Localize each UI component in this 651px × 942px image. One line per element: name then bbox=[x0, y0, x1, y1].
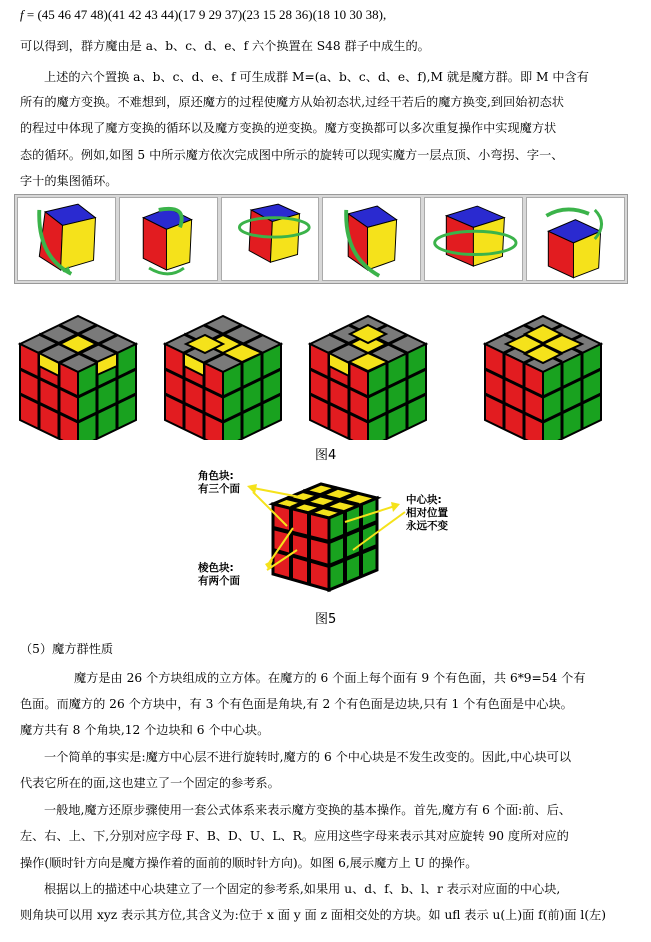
formula-lhs: f bbox=[20, 7, 24, 22]
paragraph-line: 所有的魔方变换。不难想到，原还魔方的过程使魔方从始初态状,过经干若后的魔方换变,到回始初态状 bbox=[20, 95, 564, 109]
corner-label-line: 有三个面 bbox=[198, 483, 240, 495]
rotation-step-3 bbox=[221, 197, 320, 281]
rotation-step-4 bbox=[322, 197, 421, 281]
cube-top-dot bbox=[20, 316, 136, 440]
rotation-step-5 bbox=[424, 197, 523, 281]
section-line: 根据以上的描述中心块建立了一个固定的参考系,如果用 u、d、f、b、l、r 表示对应面的中心块, bbox=[44, 882, 561, 896]
paragraph-line: 字十的集图循环。 bbox=[20, 174, 118, 188]
center-label-line: 中心块: bbox=[406, 494, 442, 506]
edge-label-line: 棱色块: bbox=[198, 562, 234, 574]
rotation-step-1 bbox=[17, 197, 116, 281]
cube-line bbox=[310, 316, 426, 440]
section-line: 代表它所在的面,这也建立了一个固定的参考系。 bbox=[20, 776, 280, 790]
figure-4-cubes bbox=[0, 300, 651, 440]
paragraph-line: 可以得到，群方魔由是 a、b、c、d、e、f 六个换置在 S48 群子中成生的。 bbox=[20, 39, 430, 53]
figure-4-caption: 图4 bbox=[315, 448, 337, 463]
section-line: 操作(顺时针方向是魔方操作着的面前的顺时针方向)。如图 6,展示魔方上 U 的操作。 bbox=[20, 856, 478, 870]
section-line: 色面。而魔方的 26 个方块中，有 3 个有色面是角块,有 2 个有色面是边块,只有 1 个有色面是中心块。 bbox=[20, 697, 573, 711]
formula-rhs: = (45 46 47 48)(41 42 43 44)(17 9 29 37)(23 15 28 36)(18 10 30 38), bbox=[26, 7, 387, 22]
center-piece-label bbox=[406, 494, 448, 533]
figure-5-caption: 图5 bbox=[315, 612, 337, 627]
cube-cross bbox=[485, 316, 601, 440]
corner-piece-label bbox=[198, 470, 240, 496]
paragraph-line: 态的循环。例如,如图 5 中所示魔方依次完成图中所示的旋转可以现实魔方一层点顶、小弯拐、字一、 bbox=[20, 148, 564, 162]
corner-label-line: 角色块: bbox=[198, 470, 234, 482]
section-line: 则角块可以用 xyz 表示其方位,其含义为:位于 x 面 y 面 z 面相交处的方块。如 ufl 表示 u(上)面 f(前)面 l(左) bbox=[20, 908, 607, 922]
section-line: 左、右、上、下,分别对应字母 F、B、D、U、L、R。应用这些字母来表示其对应旋转 90 度所对应的 bbox=[20, 829, 569, 843]
paragraph-line: 的程过中体现了魔方变换的循环以及魔方变换的逆变换。魔方变换都可以多次重复操作中实现魔方状 bbox=[20, 121, 557, 135]
section-line: 一个简单的事实是:魔方中心层不进行旋转时,魔方的 6 个中心块是不发生改变的。因此,中心块可以 bbox=[44, 750, 572, 764]
permutation-formula bbox=[20, 7, 386, 23]
section-line: 魔方是由 26 个方块组成的立方体。在魔方的 6 个面上每个面有 9 个有色面，共 6*9=54 个有 bbox=[74, 671, 586, 685]
center-label-line: 相对位置 bbox=[406, 507, 448, 519]
center-label-line: 永远不变 bbox=[406, 520, 448, 532]
edge-piece-label bbox=[198, 562, 240, 588]
section-line: 一般地,魔方还原步骤使用一套公式体系来表示魔方变换的基本操作。首先,魔方有 6 个面:前、后、 bbox=[44, 803, 572, 817]
rotation-sequence-strip bbox=[14, 194, 628, 284]
paragraph-line: 上述的六个置换 a、b、c、d、e、f 可生成群 M=(a、b、c、d、e、f),M 就是魔方群。即 M 中含有 bbox=[44, 70, 589, 84]
rotation-step-2 bbox=[119, 197, 218, 281]
edge-label-line: 有两个面 bbox=[198, 575, 240, 587]
section-heading: （5）魔方群性质 bbox=[20, 642, 114, 656]
cube-small-l bbox=[165, 316, 281, 440]
section-line: 魔方共有 8 个角块,12 个边块和 6 个中心块。 bbox=[20, 723, 270, 737]
rotation-step-6 bbox=[526, 197, 625, 281]
